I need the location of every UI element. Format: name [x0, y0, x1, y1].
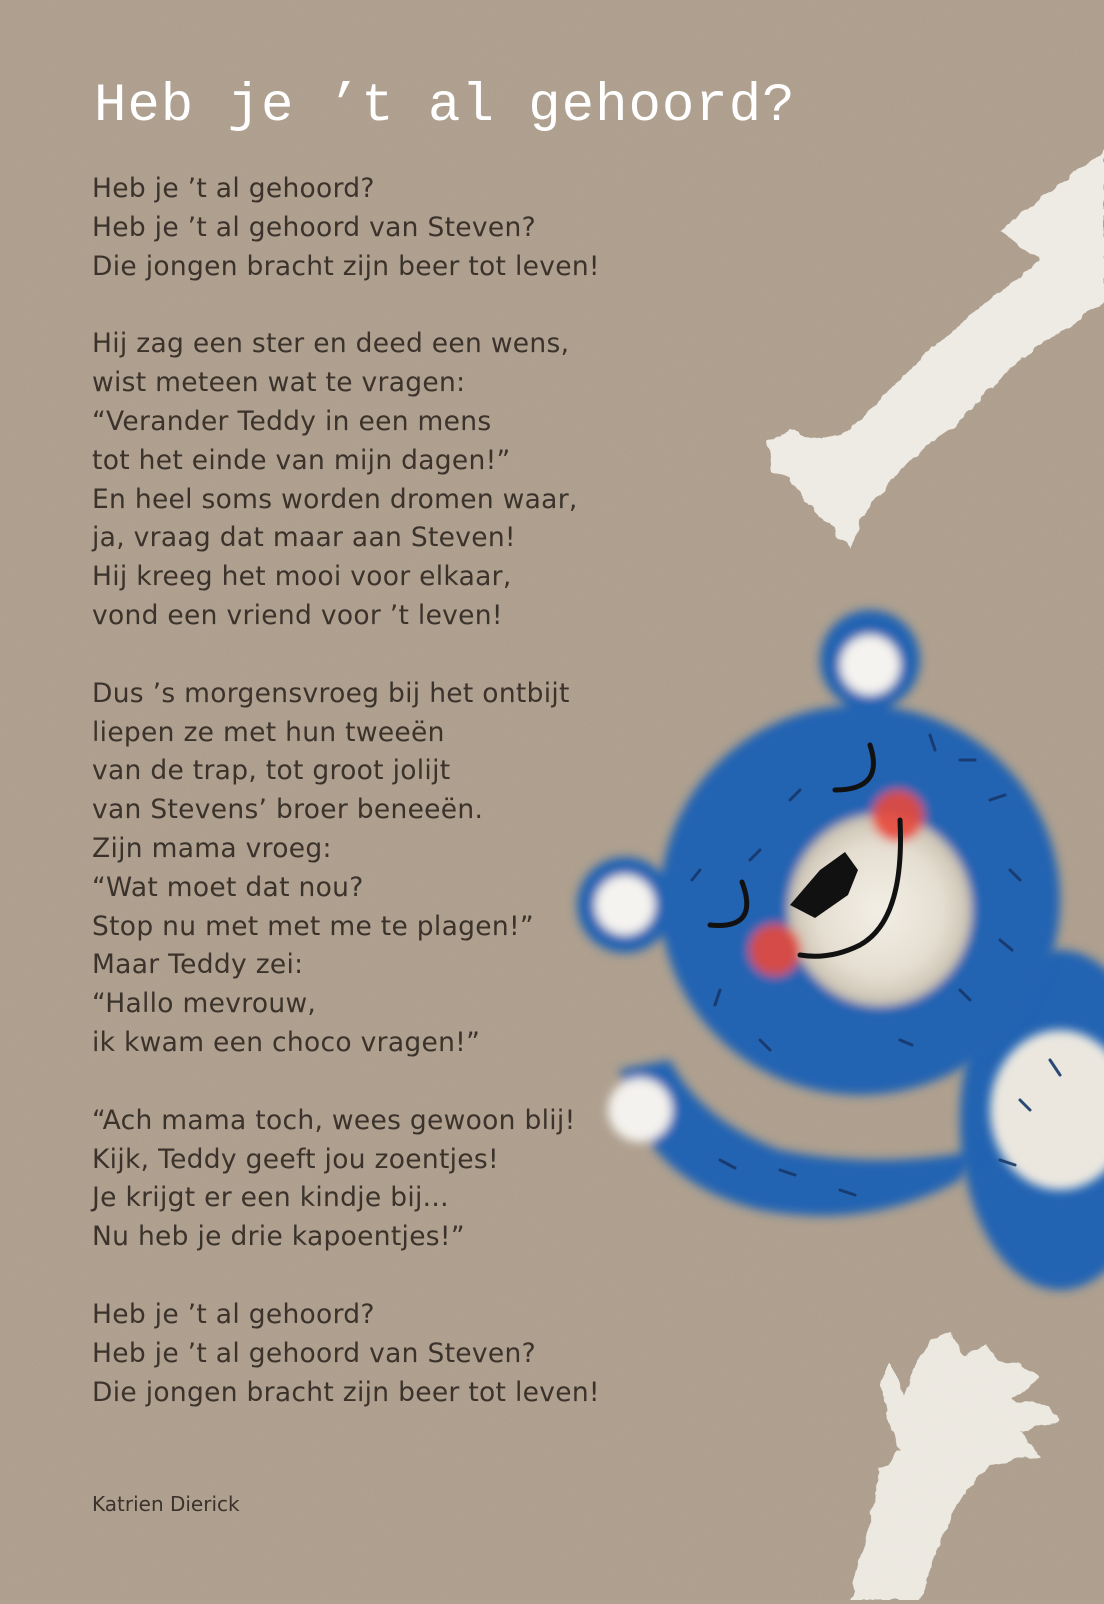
- poem-line: Hij zag een ster en deed een wens,: [92, 328, 570, 360]
- stanza-5: [92, 1296, 632, 1412]
- poem-line: Heb je ’t al gehoord van Steven?: [92, 211, 536, 243]
- poem-line: ik kwam een choco vragen!”: [92, 1026, 481, 1058]
- stanza-1: [92, 170, 632, 286]
- poem-line: Je krijgt er een kindje bij...: [92, 1182, 449, 1214]
- poem-line: Kijk, Teddy geeft jou zoentjes!: [92, 1143, 499, 1175]
- poem-line: van Stevens’ broer beneeën.: [92, 794, 484, 826]
- poem-line: Dus ’s morgensvroeg bij het ontbijt: [92, 677, 570, 709]
- poem-line: Hij kreeg het mooi voor elkaar,: [92, 561, 512, 593]
- poem-line: Heb je ’t al gehoord?: [92, 1298, 375, 1330]
- poem-line: van de trap, tot groot jolijt: [92, 755, 451, 787]
- poem-line: liepen ze met hun tweeën: [92, 716, 445, 748]
- poem-line: En heel soms worden dromen waar,: [92, 483, 578, 515]
- poem-line: Zijn mama vroeg:: [92, 832, 332, 864]
- stanza-2: [92, 325, 632, 635]
- poem-line: “Hallo mevrouw,: [92, 988, 317, 1020]
- poem-line: Heb je ’t al gehoord?: [92, 173, 375, 204]
- stanza-3: [92, 675, 632, 1063]
- poem-line: “Ach mama toch, wees gewoon blij!: [92, 1104, 576, 1136]
- author-credit: Katrien Dierick: [92, 1492, 240, 1516]
- poem-line: Heb je ’t al gehoord van Steven?: [92, 1337, 536, 1369]
- poem-line: “Verander Teddy in een mens: [92, 405, 492, 437]
- poem-line: vond een vriend voor ’t leven!: [92, 599, 503, 631]
- poem-line: ja, vraag dat maar aan Steven!: [92, 522, 516, 554]
- poem-title: Heb je ’t al gehoord?: [94, 76, 796, 137]
- poem-line: wist meteen wat te vragen:: [92, 367, 466, 399]
- poem-line: “Wat moet dat nou?: [92, 871, 364, 903]
- poem-line: tot het einde van mijn dagen!”: [92, 444, 511, 476]
- poem-line: Stop nu met met me te plagen!”: [92, 910, 534, 942]
- poem-line: Maar Teddy zei:: [92, 949, 304, 981]
- poem-line: Nu heb je drie kapoentjes!”: [92, 1221, 465, 1253]
- poem-line: Die jongen bracht zijn beer tot leven!: [92, 1376, 600, 1408]
- stanza-4: [92, 1102, 632, 1257]
- poem-line: Die jongen bracht zijn beer tot leven!: [92, 250, 600, 282]
- poem-body: [92, 170, 632, 1451]
